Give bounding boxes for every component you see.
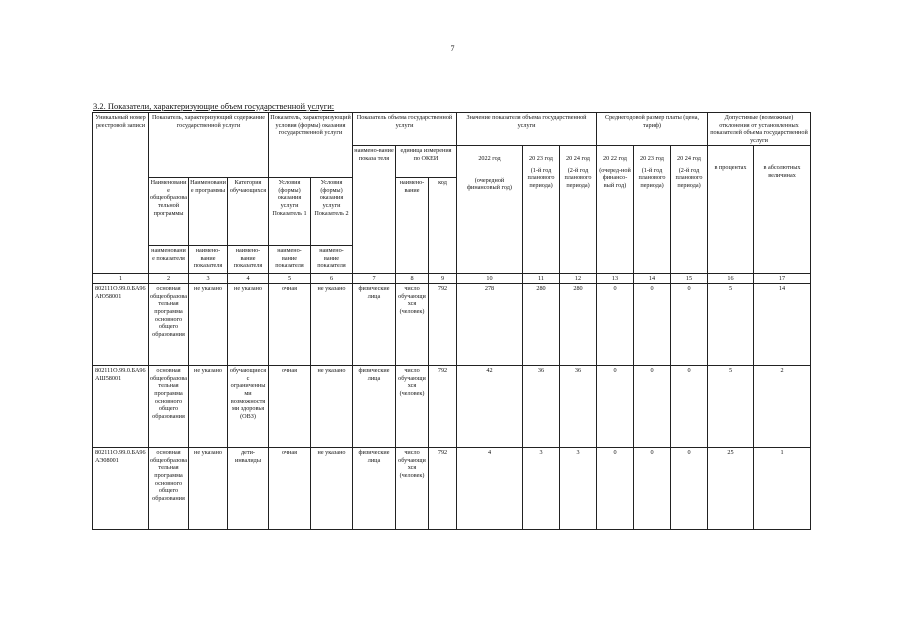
header-fy2024-label: 20 24 год: [677, 155, 701, 163]
fee-2023-cell: 0: [634, 366, 671, 448]
header-unit-name: наимено-вание: [396, 178, 429, 274]
program-cell: основная общеобразовательная программа основного общего образования: [149, 448, 189, 530]
registry-number: 802111О.99.0.БА96АЮ58001: [93, 284, 149, 366]
deviation-percent-cell: 25: [708, 448, 754, 530]
value-2022-cell: 42: [457, 366, 523, 448]
header-y2024: [560, 146, 597, 274]
header-volume-value: Значение показателя объема государственной услуги: [457, 113, 597, 146]
header-y2024-label: 20 24 год: [566, 155, 590, 163]
header-y2022: [457, 146, 523, 274]
code-cell: 792: [429, 284, 457, 366]
column-number: 4: [228, 274, 269, 284]
header-avg-fee: Среднегодовой размер платы (цена, тариф): [597, 113, 708, 146]
column-number: 9: [429, 274, 457, 284]
header-fy2023: [634, 146, 671, 274]
category-cell: не указано: [228, 284, 269, 366]
column-number: 14: [634, 274, 671, 284]
header-forms-1: Условия (формы) оказания услуги Показатель 1: [269, 178, 311, 246]
table-row: [93, 366, 811, 448]
value-2022-cell: 4: [457, 448, 523, 530]
header-ind-name-b: наимено-вание показателя: [189, 246, 228, 274]
fee-2022-cell: 0: [597, 366, 634, 448]
header-fy2023-label: 20 23 год: [640, 155, 664, 163]
indicator-cell: физические лица: [353, 366, 396, 448]
category-cell: обучающиеся с ограниченными возможностями здоровья (ОВЗ): [228, 366, 269, 448]
column-number: 8: [396, 274, 429, 284]
fee-2024-cell: 0: [671, 448, 708, 530]
deviation-absolute-cell: 14: [754, 284, 811, 366]
header-program-name: Наименование общеобразовательной программы: [149, 178, 189, 246]
fee-2022-cell: 0: [597, 448, 634, 530]
header-unit-code: код: [429, 178, 457, 274]
value-2024-cell: 280: [560, 284, 597, 366]
unit-cell: число обучающихся (человек): [396, 366, 429, 448]
column-number: 7: [353, 274, 396, 284]
form1-cell: очная: [269, 366, 311, 448]
form1-cell: очная: [269, 284, 311, 366]
header-forms-2: Условия (формы) оказания услуги Показатель 2: [311, 178, 353, 246]
column-number: 17: [754, 274, 811, 284]
fee-2023-cell: 0: [634, 284, 671, 366]
header-conditions-indicator: Показатель, характеризующий условия (формы) оказания государственной услуги: [269, 113, 353, 178]
registry-number: 802111О.99.0.БА96АШ58001: [93, 366, 149, 448]
fee-2023-cell: 0: [634, 448, 671, 530]
header-y2023-sub: (1-й год планового периода): [527, 166, 555, 189]
column-number: 6: [311, 274, 353, 284]
code-cell: 792: [429, 448, 457, 530]
deviation-absolute-cell: 1: [754, 448, 811, 530]
program-cell: основная общеобразовательная программа основного общего образования: [149, 284, 189, 366]
fee-2022-cell: 0: [597, 284, 634, 366]
header-vol-name: наимено-вание показа теля: [353, 146, 396, 274]
header-fy2023-sub: (1-й год планового периода): [638, 166, 666, 189]
column-numbers-row: [93, 274, 811, 284]
deviation-percent-cell: 5: [708, 284, 754, 366]
header-y2023-label: 20 23 год: [529, 155, 553, 163]
column-number: 1: [93, 274, 149, 284]
column-number: 13: [597, 274, 634, 284]
indicator-cell: физические лица: [353, 448, 396, 530]
form2-cell: не указано: [311, 448, 353, 530]
unit-cell: число обучающихся (человек): [396, 284, 429, 366]
header-vol-unit: единица измерения по ОКЕИ: [396, 146, 457, 178]
header-fy2022: [597, 146, 634, 274]
column-number: 12: [560, 274, 597, 284]
header-ind-name-d: наимено-вание показателя: [269, 246, 311, 274]
form2-cell: не указано: [311, 284, 353, 366]
header-row-1: [93, 113, 811, 146]
header-deviations: Допустимые (возможные) отклонения от установленных показателей объема государственной услуги: [708, 113, 811, 146]
value-2024-cell: 36: [560, 366, 597, 448]
value-2024-cell: 3: [560, 448, 597, 530]
code-cell: 792: [429, 366, 457, 448]
deviation-percent-cell: 5: [708, 366, 754, 448]
header-ind-name-c: наимено-вание показателя: [228, 246, 269, 274]
deviation-absolute-cell: 2: [754, 366, 811, 448]
category-cell: дети-инвалиды: [228, 448, 269, 530]
unit-cell: число обучающихся (человек): [396, 448, 429, 530]
program-cell: основная общеобразовательная программа основного общего образования: [149, 366, 189, 448]
program2-cell: не указано: [189, 366, 228, 448]
header-ind-name-e: наимено-вание показателя: [311, 246, 353, 274]
page-number: 7: [450, 44, 455, 53]
header-volume-indicator: Показатель объема государственной услуги: [353, 113, 457, 146]
program2-cell: не указано: [189, 284, 228, 366]
column-number: 10: [457, 274, 523, 284]
value-2023-cell: 36: [523, 366, 560, 448]
fee-2024-cell: 0: [671, 366, 708, 448]
header-y2022-sub: (очередной финансовый год): [467, 176, 512, 192]
header-in-percent: в процентах: [708, 146, 754, 274]
table-row: [93, 284, 811, 366]
header-y2024-sub: (2-й год планового периода): [564, 166, 592, 189]
column-number: 16: [708, 274, 754, 284]
column-number: 3: [189, 274, 228, 284]
header-content-indicator: Показатель, характеризующий содержание государственной услуги: [149, 113, 269, 178]
program2-cell: не указано: [189, 448, 228, 530]
header-y2022-label: 2022 год: [478, 155, 501, 163]
header-fy2024-sub: (2-й год планового периода): [675, 166, 703, 189]
header-y2023: [523, 146, 560, 274]
column-number: 5: [269, 274, 311, 284]
value-2023-cell: 3: [523, 448, 560, 530]
form2-cell: не указано: [311, 366, 353, 448]
form1-cell: очная: [269, 448, 311, 530]
column-number: 15: [671, 274, 708, 284]
registry-number: 802111О.99.0.БА96АЭ08001: [93, 448, 149, 530]
header-fy2022-label: 20 22 год: [603, 155, 627, 163]
header-student-category: Категория обучающихся: [228, 178, 269, 246]
header-in-absolute: в абсолютных величинах: [754, 146, 811, 274]
column-number: 11: [523, 274, 560, 284]
header-fy2024: [671, 146, 708, 274]
header-fy2022-sub: (очеред-ной финансо-вый год): [599, 166, 631, 189]
header-program-name2: Наименование программы: [189, 178, 228, 246]
value-2023-cell: 280: [523, 284, 560, 366]
header-unique-number: Уникальный номер реестровой записи: [93, 113, 149, 274]
volume-indicators-table: [92, 112, 811, 530]
section-title: 3.2. Показатели, характеризующие объем государственной услуги:: [93, 101, 335, 111]
header-ind-name-a: наименование показателя: [149, 246, 189, 274]
indicator-cell: физические лица: [353, 284, 396, 366]
value-2022-cell: 278: [457, 284, 523, 366]
table-row: [93, 448, 811, 530]
fee-2024-cell: 0: [671, 284, 708, 366]
column-number: 2: [149, 274, 189, 284]
